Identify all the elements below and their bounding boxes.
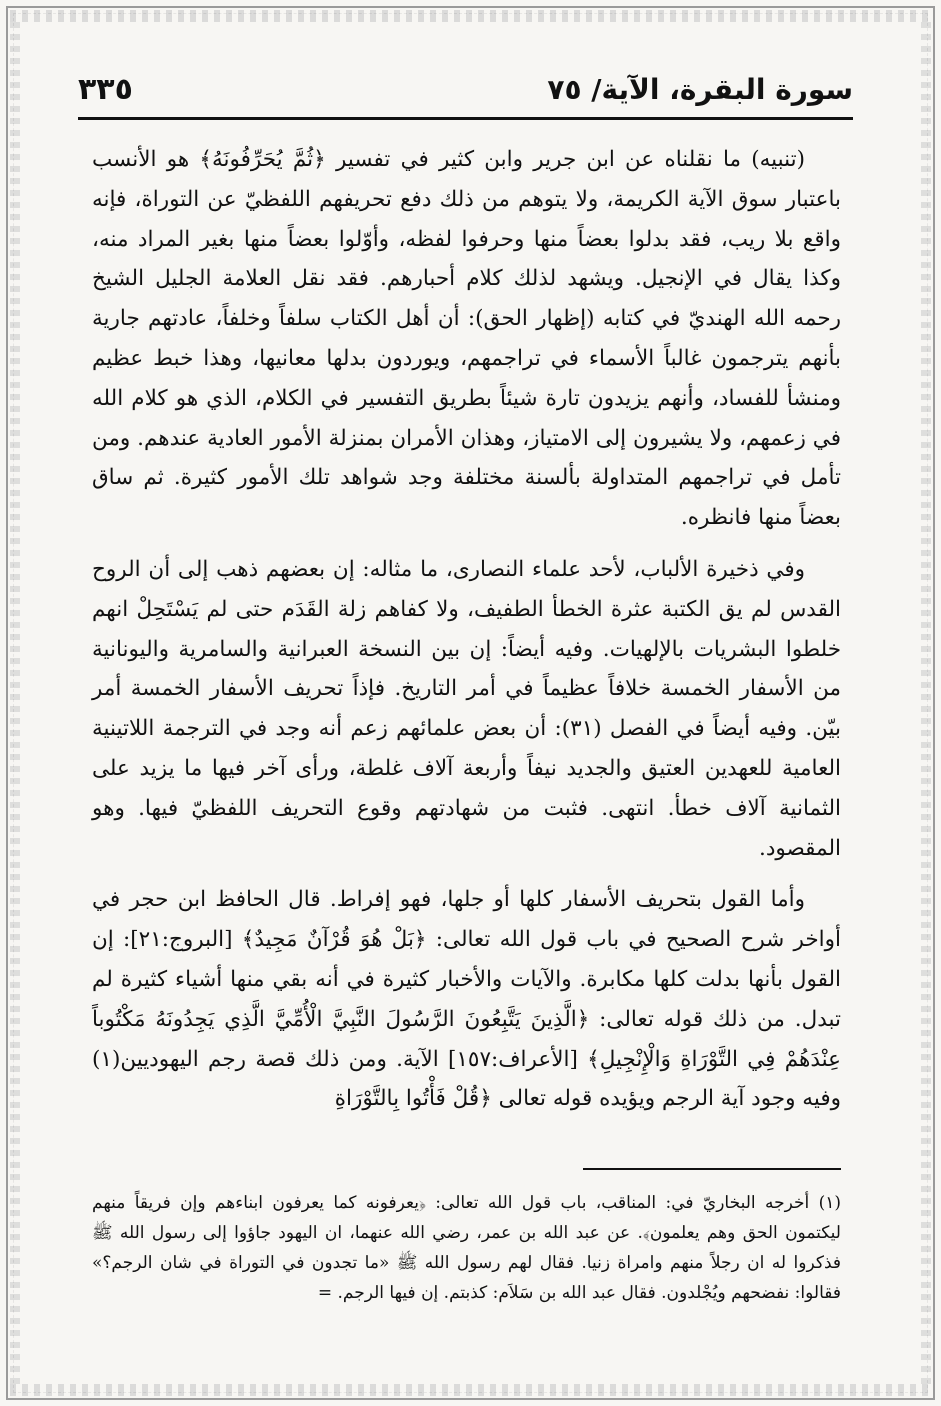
right-ornamental-border [921,22,931,1384]
page-header [78,66,853,112]
top-ornamental-border [10,10,931,22]
footnote: (١) أخرجه البخاريّ في: المناقب، باب قول الله تعالى: ﴿يعرفونه كما يعرفون ابناءهم وإن فريقاً منهم ليكتمون الحق وهم يعلمون﴾. عن عبد الله بن عمر، رضي الله عنهما، ان اليهود جاؤوا إلى رسول الله ﷺ فذكروا له ان رجلاً منهم وامراة زنيا. فقال لهم رسول الله ﷺ «ما تجدون في التوراة في شان الرجم؟» فقالوا: نفضحهم ويُجْلدون. فقال عبد الله بن سَلاَم: كذبتم. إن فيها الرجم. = [92,1193,841,1303]
running-head: سورة البقرة، الآية/ ٧٥ [547,72,853,106]
left-ornamental-border [10,22,20,1384]
paragraph-note: (تنبيه) ما نقلناه عن ابن جرير وابن كثير في تفسير ﴿ثُمَّ يُحَرِّفُونَهُ﴾ هو الأنسب باعتبار سوق الآية الكريمة، ولا يتوهم من ذلك دفع تحريفهم اللفظيّ عن التوراة، فإنه واقع بلا ريب، فقد بدلوا بعضاً منها وحرفوا لفظه، وأوّلوا بعضاً منها بغير المراد منه، وكذا يقال في الإنجيل. ويشهد لذلك كلام أحبارهم. فقد نقل العلامة الجليل الشيخ رحمه الله الهنديّ في كتابه (إظهار الحق): أن أهل الكتاب سلفاً وخلفاً، عادتهم جارية بأنهم يترجمون غالباً الأسماء في تراجمهم، ويوردون بدلها معانيها، وهذا خبط عظيم ومنشأ للفساد، وأنهم يزيدون تارة شيئاً بطريق التفسير في الكلام، الذي هو كلام الله في زعمهم، ولا يشيرون إلى الامتياز، وهذان الأمران بمنزلة الأمور العادية عندهم. ومن تأمل في تراجمهم المتداولة بألسنة مختلفة وجد شواهد تلك الأمور كثيرة. ثم ساق بعضاً منها فانظره. [92,147,841,531]
page-number: ٣٣٥ [78,71,133,107]
header-rule [78,117,853,120]
bottom-ornamental-border [10,1384,931,1396]
paragraph-ibn-hajar: وأما القول بتحريف الأسفار كلها أو جلها، فهو إفراط. قال الحافظ ابن حجر في أواخر شرح الصحيح في باب قول الله تعالى: ﴿بَلْ هُوَ قُرْآنٌ مَجِيدٌ﴾ [البروج:٢١]: إن القول بأنها بدلت كلها مكابرة. والآيات والأخبار كثيرة في أنه بقي منها أشياء كثيرة لم تبدل. من ذلك قوله تعالى: ﴿الَّذِينَ يَتَّبِعُونَ الرَّسُولَ النَّبِيَّ الْأُمِّيَّ الَّذِي يَجِدُونَهُ مَكْتُوباً عِنْدَهُمْ فِي التَّوْرَاةِ وَالْإِنْجِيلِ﴾ [الأعراف:١٥٧] الآية. ومن ذلك قصة رجم اليهوديين(١) وفيه وجود آية الرجم ويؤيده قوله تعالى ﴿قُلْ فَأْتُوا بِالتَّوْرَاةِ [92,887,841,1112]
main-text [92,140,841,1131]
paragraph-dhakhira: وفي ذخيرة الألباب، لأحد علماء النصارى، ما مثاله: إن بعضهم ذهب إلى أن الروح القدس لم يق الكتبة عثرة الخطأ الطفيف، ولا كفاهم زلة القَدَم حتى لم يَسْتَحِلْ انهم خلطوا البشريات بالإلهيات. وفيه أيضاً: إن بين النسخة العبرانية والسامرية واليونانية من الأسفار الخمسة خلافاً عظيماً في أمر التاريخ. فإذاً تحريف الأسفار الخمسة أمر بيّن. وفيه أيضاً في الفصل (٣١): أن بعض علمائهم زعم أنه وجد في الترجمة اللاتينية العامية للعهدين العتيق والجديد نيفاً وأربعة آلاف غلطة، ورأى آخر فيها ما يزيد على الثمانية آلاف خطأ. انتهى. فثبت من شهادتهم وقوع التحريف اللفظيّ فيها. وهو المقصود. [92,556,841,861]
footnote-separator [583,1168,841,1170]
